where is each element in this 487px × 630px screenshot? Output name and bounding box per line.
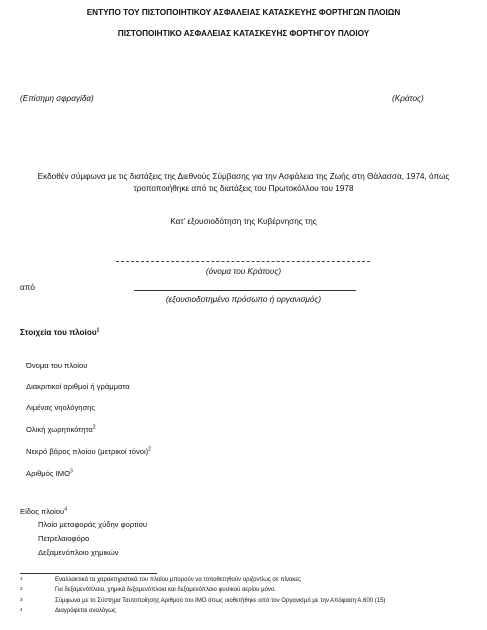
field-imo-number: Αριθμός ΙΜΟ$^3$: [26, 468, 73, 478]
authorized-person-line: [134, 290, 356, 291]
from-label: από: [20, 283, 35, 292]
ship-type-bulk-carrier: Πλοίο μεταφοράς χύδην φορτίου: [38, 520, 147, 529]
state-name-dotted-line: [116, 261, 370, 262]
form-title: ΕΝΤΥΠΟ ΤΟΥ ΠΙΣΤΟΠΟΙΗΤΙΚΟΥ ΑΣΦΑΛΕΙΑΣ ΚΑΤΑΣΚΕΥΗΣ ΦΟΡΤΗΓΩΝ ΠΛΟΙΩΝ: [86, 8, 401, 17]
ship-type-chemical-tanker: Δεξαμενόπλοιο χημικών: [38, 548, 119, 557]
official-seal-label: (Επίσημη σφραγίδα): [20, 94, 94, 103]
issued-under-line-1: Εκδοθέν σύμφωνα με τις διατάξεις της Διεθνούς Σύμβασης για την Ασφάλεια της Ζωής στη Θάλασσα, 1974, όπως: [37, 172, 450, 181]
ship-type-oil-tanker: Πετρελαιοφόρο: [38, 534, 90, 543]
issued-under-line-2: τροποποιήθηκε από τις διατάξεις του Πρωτοκόλλου του 1978: [133, 184, 354, 193]
field-gross-tonnage: Ολική χωρητικότητα$^2$: [26, 424, 96, 434]
authority-text: Κατ’ εξουσιοδότηση της Κυβέρνησης της: [170, 217, 317, 226]
authorized-person-caption: (εξουσιοδοτημένο πρόσωπο ή οργανισμός): [165, 295, 322, 304]
state-name-caption: (όνομα του Κράτους): [205, 267, 282, 276]
field-distinctive-number: Διακριτικοί αριθμοί ή γράμματα: [26, 382, 130, 391]
field-port-of-registry: Λιμένας νηολόγησης: [26, 403, 96, 412]
footnote-separator: [20, 573, 157, 574]
certificate-title: ΠΙΣΤΟΠΟΙΗΤΙΚΟ ΑΣΦΑΛΕΙΑΣ ΚΑΤΑΣΚΕΥΗΣ ΦΟΡΤΗΓΟΥ ΠΛΟΙΟΥ: [117, 29, 370, 38]
certificate-page: ΕΝΤΥΠΟ ΤΟΥ ΠΙΣΤΟΠΟΙΗΤΙΚΟΥ ΑΣΦΑΛΕΙΑΣ ΚΑΤΑΣΚΕΥΗΣ ΦΟΡΤΗΓΩΝ ΠΛΟΙΩΝ ΠΙΣΤΟΠΟΙΗΤΙΚΟ ΑΣΦΑΛΕΙΑΣ ΚΑΤΑΣΚΕΥΗΣ ΦΟΡΤΗΓΟΥ ΠΛΟΙΟΥ (Επίσημη σφραγίδα) (Κράτος) Εκδοθέν σύμφωνα με τις διατάξεις της Διεθνούς Σύμβασης για την Ασφάλεια της Ζωής στη Θάλασσα, 1974, όπως τροποποιήθηκε από τις διατάξεις του Πρωτοκόλλου του 1978 Κατ’ εξουσιοδότηση της Κυβέρνησης της (όνομα του Κράτους) από (εξουσιοδοτημένο πρόσωπο ή οργανισμός) Στοιχεία του πλοίου$^1$ Όνομα του πλοίου Διακριτικοί αριθμοί ή γράμματα Λιμένας νηολόγησης Ολική χωρητικότητα$^2$ Νεκρό βάρος πλοίου (μετρικοί τόνοι)$^2$ Αριθμός ΙΜΟ$^3$ Είδος πλοίου$^4$ Πλοίο μεταφοράς χύδην φορτίου Πετρελαιοφόρο Δεξαμενόπλοιο χημικών 1 Εναλλακτικά τα χαρακτηριστικά του πλοίου μπορούν να τοποθετηθούν οριζοντίως σε πίνακες 2 Για δεξαμενόπλοια, χημικά δεξαμενόπλοια και δεξαμενόπλοιο φυσικού αερίου μόνο. 3 Σύμφωνα με το Σύστημα Ταυτοποίησης Αριθμού του ΙΜΟ όπως υιοθετήθηκε από τον Οργανισμό με την Απόφαση Α.600 (15) 4 Διαγράφεται αναλόγως: [0, 0, 487, 630]
field-ship-name: Όνομα του πλοίου: [26, 361, 88, 370]
ship-type-label: Είδος πλοίου$^4$: [20, 506, 67, 516]
state-label: (Κράτος): [392, 94, 424, 103]
field-deadweight: Νεκρό βάρος πλοίου (μετρικοί τόνοι)$^2$: [26, 446, 151, 456]
ship-particulars-heading: Στοιχεία του πλοίου$^1$: [20, 327, 100, 337]
